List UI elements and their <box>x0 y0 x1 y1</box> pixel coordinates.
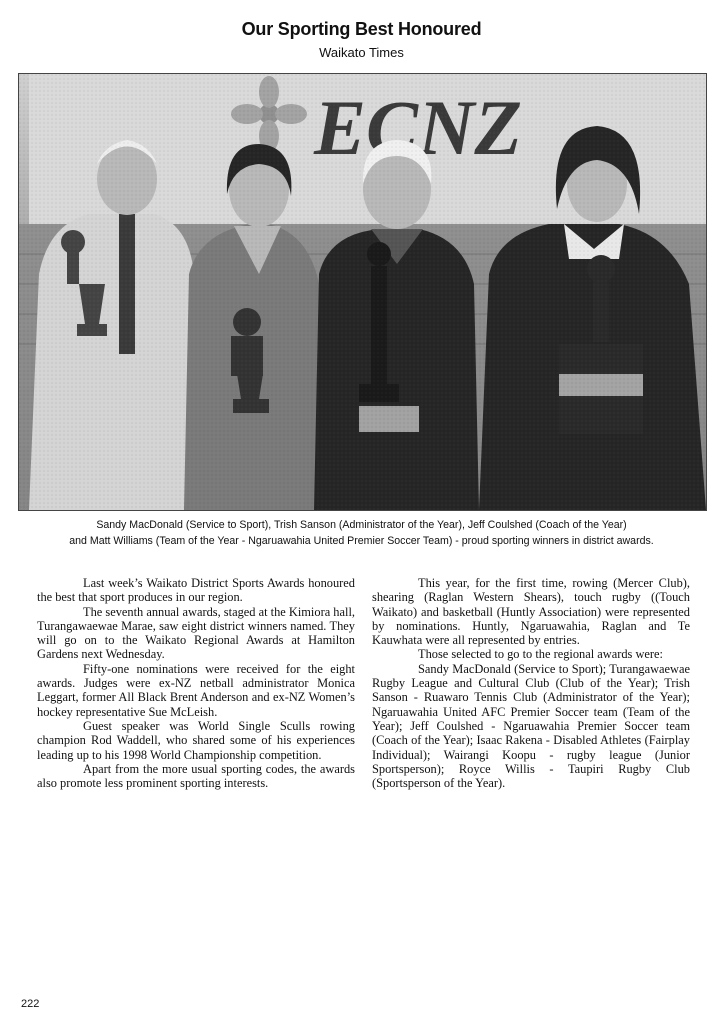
caption-line-1: Sandy MacDonald (Service to Sport), Trish Sanson (Administrator of the Year), Jeff Coulshed (Coach of the Year) <box>96 519 627 531</box>
article-title: Our Sporting Best Honoured <box>241 19 482 39</box>
award-winners-photo <box>18 73 707 511</box>
paragraph: Those selected to go to the regional awards were: <box>418 647 663 662</box>
paragraph: Last week’s Waikato District Sports Awards honoured the best that sport produces in our region. <box>37 576 355 605</box>
paragraph: Fifty-one nominations were received for the eight awards. Judges were ex-NZ netball administrator Monica Leggart, former All Black Brent Anderson and ex-NZ Women’s hockey representative Sue McLeish. <box>37 661 355 719</box>
caption-line-2: and Matt Williams (Team of the Year - Ngaruawahia United Premier Soccer Team) - proud sporting winners in district awards. <box>69 535 654 547</box>
paragraph: The seventh annual awards, staged at the Kimiora hall, Turangawaewae Marae, saw eight district winners named. They will go on to the Waikato Regional Awards at Hamilton Gardens next Wednesday. <box>37 604 355 662</box>
article-source: Waikato Times <box>319 45 404 60</box>
paragraph: Sandy MacDonald (Service to Sport); Turangawaewae Rugby League and Cultural Club (Club of the Year); Trish Sanson - Ruawaro Tennis Club (Administrator of the Year); Ngaruawahia United AFC Premier Soccer team (Team of the Year); Jeff Coulshed - Ngaruawahia Premier Soccer team (Coach of the Year); Isaac Rakena - Disabled Athletes (Fairplay Individual); Wairangi Koopu - rugby league (Junior Sportsperson); Royce Willis - Taupiri Rugby Club (Sportsperson of the Year). <box>372 661 690 791</box>
paragraph: This year, for the first time, rowing (Mercer Club), shearing (Raglan Western Shears), touch rugby ((Touch Waikato) and basketball (Huntly Association) were represented by nominations. Huntly, Ngaruawahia, Raglan and Te Kauwhata were all represented by entries. <box>372 576 690 648</box>
page-number: 222 <box>21 998 40 1010</box>
paragraph: Guest speaker was World Single Sculls rowing champion Rod Waddell, who shared some of his experiences leading up to his 1998 World Championship competition. <box>37 718 355 762</box>
article-column-left <box>37 576 355 790</box>
photo-caption <box>20 517 703 549</box>
paragraph: Apart from the more usual sporting codes, the awards also promote less prominent sporting interests. <box>37 761 355 791</box>
article-column-right <box>372 576 690 790</box>
